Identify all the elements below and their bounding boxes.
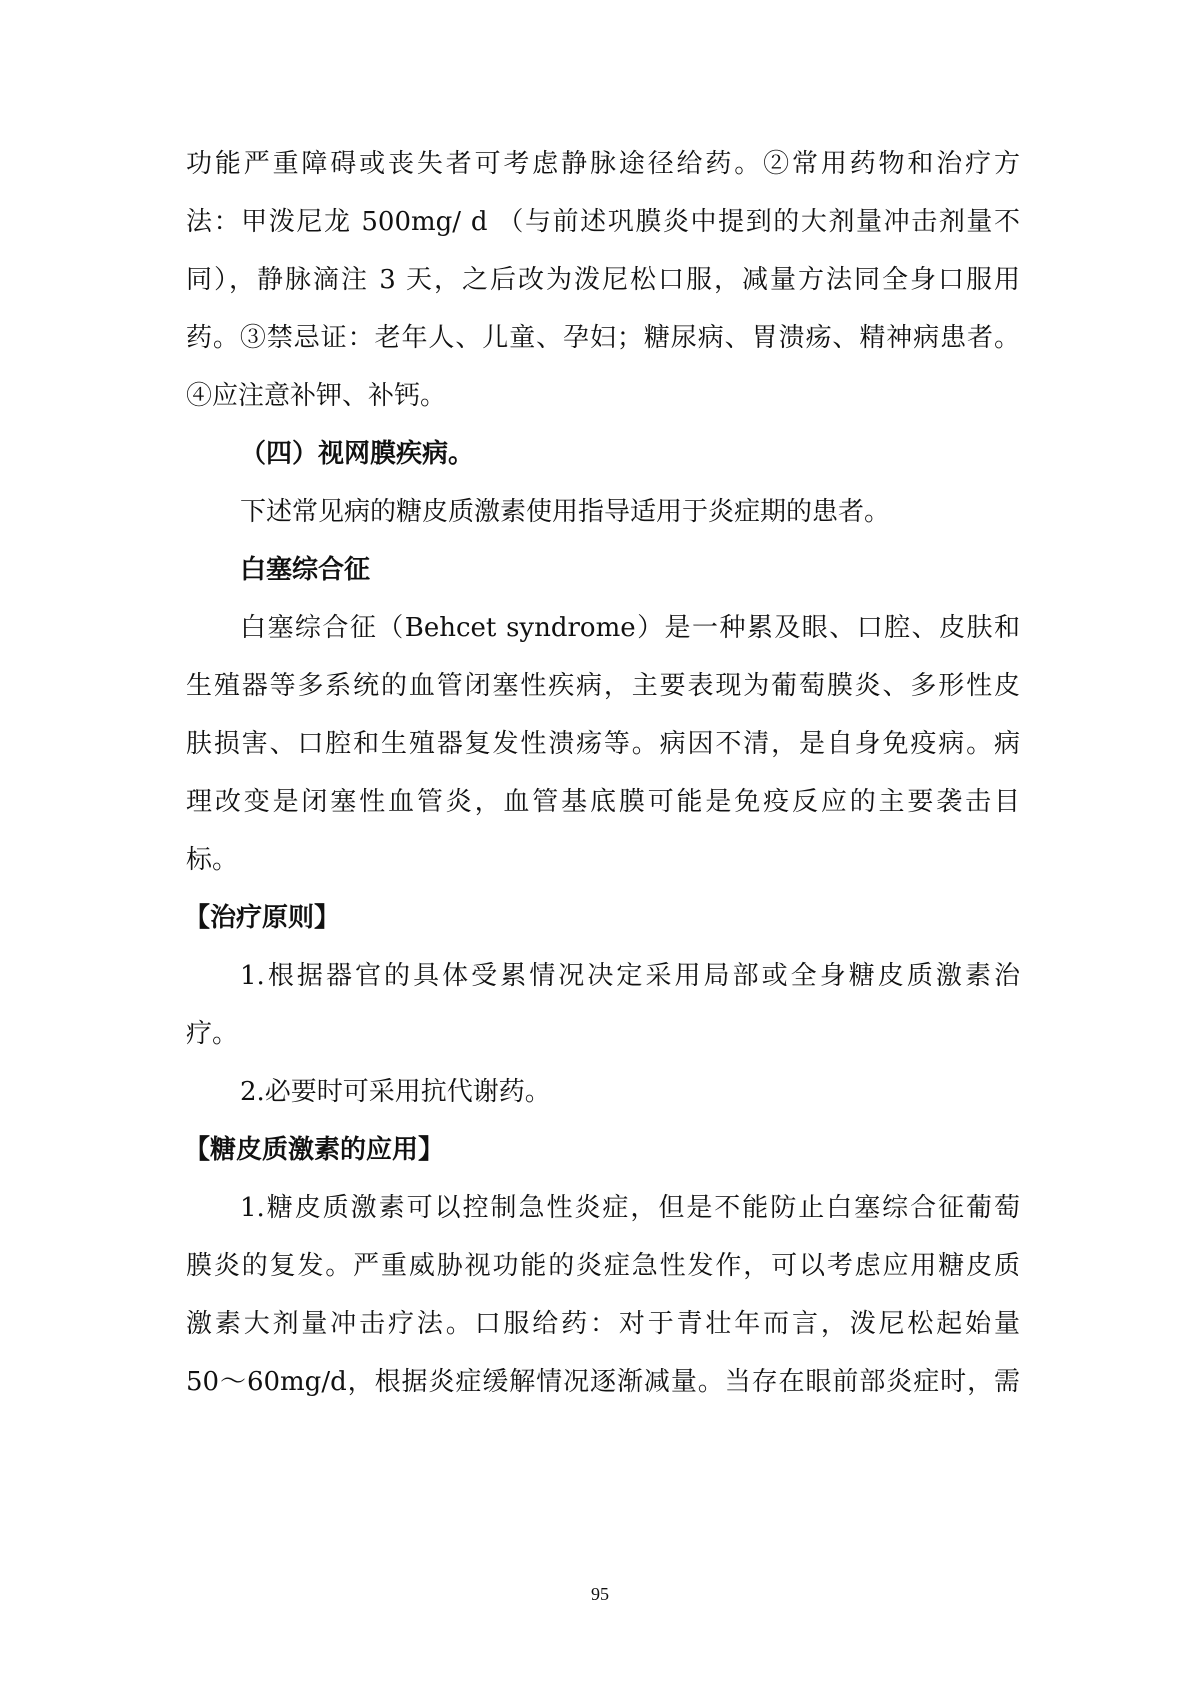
treatment-heading: 【治疗原则】 <box>184 903 341 933</box>
application-line-2: 膜炎的复发。严重威胁视功能的炎症急性发作，可以考虑应用糖皮质 <box>186 1251 1020 1281</box>
disease-line-3: 肤损害、口腔和生殖器复发性溃疡等。病因不清，是自身免疫病。病 <box>186 729 1020 759</box>
application-heading: 【糖皮质激素的应用】 <box>184 1135 445 1165</box>
application-line-4: 50～60mg/d，根据炎症缓解情况逐渐减量。当存在眼前部炎症时，需 <box>186 1367 1020 1397</box>
body-line-3: 同），静脉滴注 3 天，之后改为泼尼松口服，减量方法同全身口服用 <box>186 265 1020 295</box>
application-line-3: 激素大剂量冲击疗法。口服给药：对于青壮年而言，泼尼松起始量 <box>186 1309 1020 1339</box>
disease-line-2: 生殖器等多系统的血管闭塞性疾病，主要表现为葡萄膜炎、多形性皮 <box>186 671 1020 701</box>
disease-title: 白塞综合征 <box>240 555 371 585</box>
disease-line-4: 理改变是闭塞性血管炎，血管基底膜可能是免疫反应的主要袭击目 <box>186 787 1020 817</box>
disease-line-1: 白塞综合征（Behcet syndrome）是一种累及眼、口腔、皮肤和 <box>240 613 1020 643</box>
treatment-line-3: 2.必要时可采用抗代谢药。 <box>240 1077 551 1107</box>
body-line-5: ④应注意补钾、补钙。 <box>186 381 447 411</box>
body-line-2: 法：甲泼尼龙 500mg/ d （与前述巩膜炎中提到的大剂量冲击剂量不 <box>186 207 1020 237</box>
application-line-1: 1.糖皮质激素可以控制急性炎症，但是不能防止白塞综合征葡萄 <box>240 1193 1020 1223</box>
section-heading: （四）视网膜疾病。 <box>240 439 475 469</box>
body-line-4: 药。③禁忌证：老年人、儿童、孕妇；糖尿病、胃溃疡、精神病患者。 <box>186 323 1020 353</box>
page-number: 95 <box>591 1584 609 1604</box>
disease-line-5: 标。 <box>186 845 239 875</box>
body-line-1: 功能严重障碍或丧失者可考虑静脉途径给药。②常用药物和治疗方 <box>186 149 1020 179</box>
treatment-line-1: 1.根据器官的具体受累情况决定采用局部或全身糖皮质激素治 <box>240 961 1020 991</box>
treatment-line-2: 疗。 <box>186 1019 239 1049</box>
section-intro: 下述常见病的糖皮质激素使用指导适用于炎症期的患者。 <box>240 497 891 527</box>
